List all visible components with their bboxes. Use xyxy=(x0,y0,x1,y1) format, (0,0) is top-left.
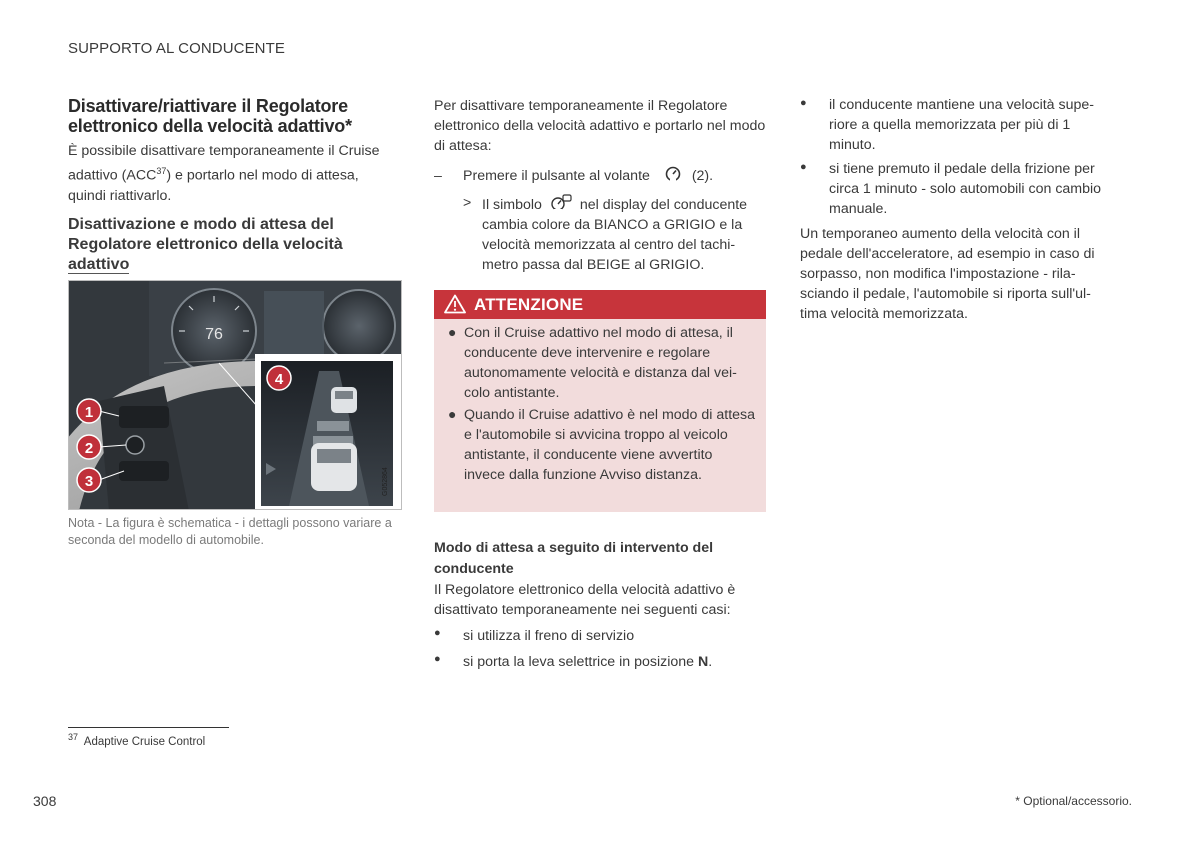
instruction-intro: Per disattivare temporaneamente il Regolatore elettronico della velocità adattivo e portarlo nel modo di attesa: xyxy=(434,98,766,154)
step-text: Premere il pulsante al volante (2). xyxy=(463,168,714,184)
running-header: SUPPORTO AL CONDUCENTE xyxy=(68,40,285,57)
svg-text:2: 2 xyxy=(84,440,94,457)
bullet: ● xyxy=(448,406,457,422)
subsection-title: Disattivazione e modo di attesa del Regolatore elettronico della velocità adattivo xyxy=(68,216,343,273)
subheading: Modo di attesa a seguito di intervento del conducente xyxy=(434,540,714,577)
callout-1 xyxy=(77,399,101,423)
svg-text:1: 1 xyxy=(84,404,94,421)
cases-paragraph: Il Regolatore elettronico della velocità adattivo è disattivato temporaneamente nei seguenti casi: xyxy=(434,582,736,618)
bullet: ● xyxy=(448,324,457,340)
speed-readout: 76 xyxy=(205,326,223,343)
figure-caption: Nota - La figura è schematica - i dettagli possono variare a seconda del modello di automobile. xyxy=(68,516,392,547)
callout-2 xyxy=(77,435,101,459)
warning-item-1: Con il Cruise adattivo nel modo di attesa, il conducente deve intervenire e regolare autonomamente velocità e distanza dal vei-colo antistante. xyxy=(464,325,737,401)
warning-box xyxy=(434,290,766,512)
warning-triangle-icon xyxy=(444,294,466,314)
case-item-4: si tiene premuto il pedale della frizione per circa 1 minuto - solo automobili con cambio manuale. xyxy=(829,161,1102,217)
section-title: Disattivare/riattivare il Regolatore elettronico della velocità adattivo* xyxy=(68,96,352,136)
result-text: Il simbolo nel display del conducente cambia colore da BIANCO a GRIGIO e la velocità memorizzata al centro del tachi-metro passa dal BEIGE al GRIGIO. xyxy=(482,194,767,275)
step-dash: – xyxy=(434,168,442,184)
warning-header xyxy=(434,290,766,319)
footnote-ref[interactable]: 37 xyxy=(156,166,167,176)
footnote: $^{37}$ Adaptive Cruise Control xyxy=(68,732,206,748)
bullet: ● xyxy=(800,97,807,109)
warning-title: ATTENZIONE xyxy=(474,295,584,314)
bullet: ● xyxy=(434,627,441,639)
figure-code: G052864 xyxy=(382,467,389,496)
footnote-divider xyxy=(68,727,229,728)
case-item-2: si porta la leva selettrice in posizione N. xyxy=(463,654,713,670)
acceleration-paragraph: Un temporaneo aumento della velocità con il pedale dell'acceleratore, ad esempio in caso di sorpasso, non modifica l'impostazione - rila-sciando il pedale, l'automobile si riporta sull'ul-tima velocità memorizzata. xyxy=(800,226,1095,322)
bullet: ● xyxy=(434,653,441,665)
svg-text:4: 4 xyxy=(274,371,284,388)
adaptive-cruise-symbol-icon xyxy=(550,194,572,212)
callout-3 xyxy=(77,468,101,492)
cruise-button-icon xyxy=(664,166,682,182)
warning-item-2: Quando il Cruise adattivo è nel modo di attesa e l'automobile si avvicina troppo al veicolo antistante, il conducente viene avvertito invece dalla funzione Avviso distanza. xyxy=(464,407,756,483)
intro-paragraph: È possibile disattivare temporaneamente il Cruise adattivo (ACC$^{37}$) e portarlo nel modo di attesa, quindi riattivarlo. xyxy=(68,143,380,204)
callout-4 xyxy=(267,366,291,390)
optional-note: * Optional/accessorio. xyxy=(1015,794,1132,808)
steering-wheel-figure xyxy=(68,280,402,510)
case-item-3: il conducente mantiene una velocità supe-riore a quella memorizzata per più di 1 minuto. xyxy=(829,97,1095,153)
bullet: ● xyxy=(800,161,807,173)
page-number: 308 xyxy=(33,793,57,809)
case-item-1: si utilizza il freno di servizio xyxy=(463,628,635,644)
result-mark: > xyxy=(463,195,472,211)
svg-text:3: 3 xyxy=(84,473,94,490)
